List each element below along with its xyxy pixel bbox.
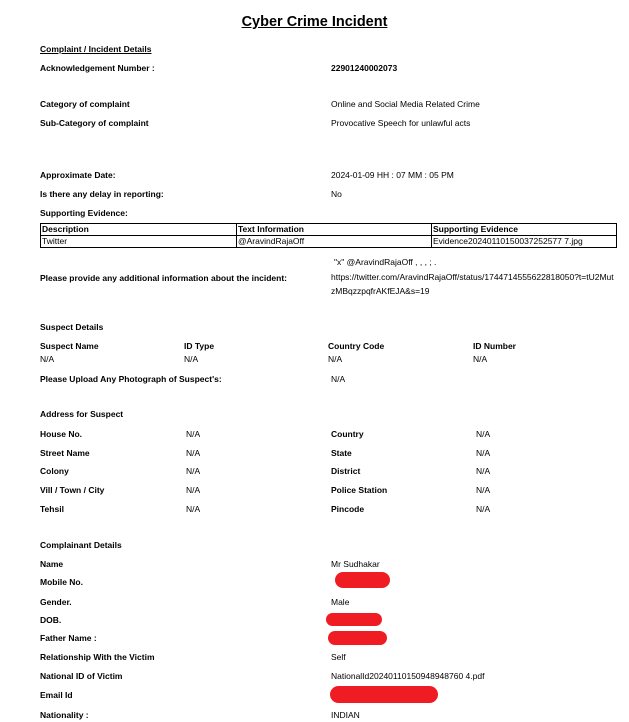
complainant-value-relationship: Self bbox=[331, 652, 346, 662]
evidence-header-description: Description bbox=[41, 224, 237, 236]
address-label-district: District bbox=[331, 466, 361, 476]
address-value-police-station: N/A bbox=[476, 485, 491, 495]
suspect-value-id-type: N/A bbox=[184, 354, 199, 364]
redaction-email bbox=[330, 686, 438, 703]
suspect-value-name: N/A bbox=[40, 354, 55, 364]
address-label-street: Street Name bbox=[40, 448, 90, 458]
address-label-tehsil: Tehsil bbox=[40, 504, 64, 514]
address-value-house: N/A bbox=[186, 429, 201, 439]
complainant-value-gender: Male bbox=[331, 597, 350, 607]
address-value-country: N/A bbox=[476, 429, 491, 439]
address-label-state: State bbox=[331, 448, 352, 458]
category-value: Online and Social Media Related Crime bbox=[331, 99, 480, 109]
suspect-section-heading: Suspect Details bbox=[40, 322, 104, 332]
complainant-label-email: Email Id bbox=[40, 690, 73, 700]
complainant-label-name: Name bbox=[40, 559, 64, 569]
delay-value: No bbox=[331, 189, 342, 199]
address-label-house: House No. bbox=[40, 429, 83, 439]
suspect-value-id-number: N/A bbox=[473, 354, 488, 364]
address-value-city: N/A bbox=[186, 485, 201, 495]
address-label-pincode: Pincode bbox=[331, 504, 365, 514]
complainant-label-dob: DOB. bbox=[40, 615, 62, 625]
subcategory-value: Provocative Speech for unlawful acts bbox=[331, 118, 471, 128]
evidence-cell-description: Twitter bbox=[41, 236, 237, 248]
evidence-header-text: Text Information bbox=[237, 224, 432, 236]
complainant-label-father: Father Name : bbox=[40, 633, 97, 643]
evidence-cell-file[interactable]: Evidence20240110150037252577 7.jpg bbox=[432, 236, 617, 248]
address-value-tehsil: N/A bbox=[186, 504, 201, 514]
redaction-father-name bbox=[328, 631, 387, 645]
ack-value: 22901240002073 bbox=[331, 63, 398, 73]
address-label-country: Country bbox=[331, 429, 364, 439]
additional-info-line-1: "x" @AravindRajaOff , , , ; . bbox=[334, 257, 437, 267]
suspect-header-id-type: ID Type bbox=[184, 341, 215, 351]
subcategory-label: Sub-Category of complaint bbox=[40, 118, 149, 128]
complainant-label-nationality: Nationality : bbox=[40, 710, 89, 720]
complaint-section-heading: Complaint / Incident Details bbox=[40, 44, 152, 54]
evidence-header-supporting: Supporting Evidence bbox=[432, 224, 617, 236]
complainant-value-national-id[interactable]: NationalId20240110150948948760 4.pdf bbox=[331, 671, 485, 681]
suspect-photo-value: N/A bbox=[331, 374, 346, 384]
redaction-dob bbox=[326, 613, 382, 626]
address-label-colony: Colony bbox=[40, 466, 69, 476]
ack-label: Acknowledgement Number : bbox=[40, 63, 155, 73]
evidence-cell-text: @AravindRajaOff bbox=[237, 236, 432, 248]
suspect-value-country-code: N/A bbox=[328, 354, 343, 364]
evidence-table bbox=[40, 223, 617, 248]
additional-info-label: Please provide any additional information about the incident: bbox=[40, 273, 288, 283]
complainant-label-mobile: Mobile No. bbox=[40, 577, 83, 587]
complainant-section-heading: Complainant Details bbox=[40, 540, 122, 550]
suspect-header-id-number: ID Number bbox=[473, 341, 516, 351]
address-value-state: N/A bbox=[476, 448, 491, 458]
address-value-colony: N/A bbox=[186, 466, 201, 476]
address-label-city: Vill / Town / City bbox=[40, 485, 105, 495]
suspect-header-country-code: Country Code bbox=[328, 341, 385, 351]
complainant-value-nationality: INDIAN bbox=[331, 710, 360, 720]
delay-label: Is there any delay in reporting: bbox=[40, 189, 164, 199]
complainant-label-national-id: National ID of Victim bbox=[40, 671, 123, 681]
address-value-pincode: N/A bbox=[476, 504, 491, 514]
date-value: 2024-01-09 HH : 07 MM : 05 PM bbox=[331, 170, 454, 180]
date-label: Approximate Date: bbox=[40, 170, 116, 180]
address-value-street: N/A bbox=[186, 448, 201, 458]
page-title: Cyber Crime Incident bbox=[241, 14, 388, 30]
address-section-heading: Address for Suspect bbox=[40, 409, 124, 419]
address-label-police-station: Police Station bbox=[331, 485, 388, 495]
complainant-label-gender: Gender. bbox=[40, 597, 72, 607]
category-label: Category of complaint bbox=[40, 99, 130, 109]
address-value-district: N/A bbox=[476, 466, 491, 476]
complainant-value-name: Mr Sudhakar bbox=[331, 559, 380, 569]
additional-info-line-3: zMBqzzpqfrAKfEJA&s=19 bbox=[331, 286, 430, 296]
redaction-mobile bbox=[335, 572, 390, 588]
suspect-header-name: Suspect Name bbox=[40, 341, 99, 351]
additional-info-line-2: https://twitter.com/AravindRajaOff/status/1744714555622818050?t=tU2Mut bbox=[331, 272, 614, 282]
evidence-label: Supporting Evidence: bbox=[40, 208, 128, 218]
suspect-photo-label: Please Upload Any Photograph of Suspect's: bbox=[40, 374, 222, 384]
complainant-label-relationship: Relationship With the Victim bbox=[40, 652, 155, 662]
